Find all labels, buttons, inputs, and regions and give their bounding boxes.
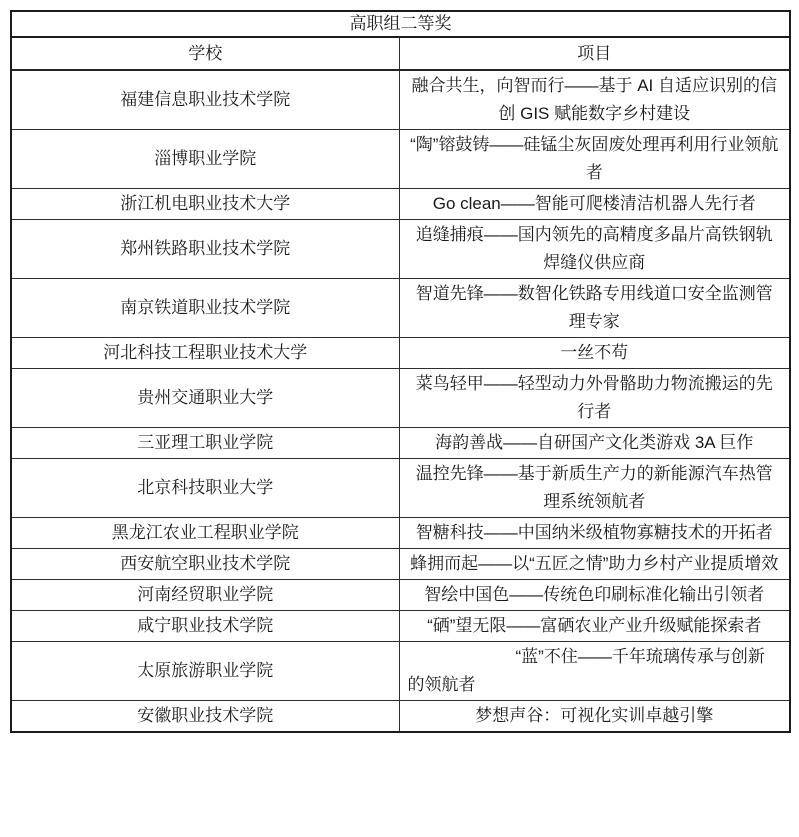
table-row [11, 369, 790, 428]
column-header-school: 学校 [11, 37, 399, 70]
table-row [11, 428, 790, 459]
school-cell: 咸宁职业技术学院 [11, 611, 399, 642]
school-cell: 福建信息职业技术学院 [11, 70, 399, 130]
project-cell: “陶”镕鼓铸——硅锰尘灰固废处理再利用行业领航者 [399, 130, 790, 189]
table-row [11, 70, 790, 130]
table-header-row [11, 37, 790, 70]
table-row [11, 338, 790, 369]
table-row [11, 459, 790, 518]
school-cell: 贵州交通职业大学 [11, 369, 399, 428]
school-cell: 太原旅游职业学院 [11, 642, 399, 701]
table-title: 高职组二等奖 [11, 11, 790, 37]
project-cell: 智糖科技——中国纳米级植物寡糖技术的开拓者 [399, 518, 790, 549]
project-cell: 融合共生，向智而行——基于 AI 自适应识别的信创 GIS 赋能数字乡村建设 [399, 70, 790, 130]
table-row [11, 580, 790, 611]
table-row [11, 642, 790, 701]
project-cell: 追缝捕痕——国内领先的高精度多晶片高铁钢轨焊缝仪供应商 [399, 220, 790, 279]
table-title-row [11, 11, 790, 37]
project-cell: 梦想声谷：可视化实训卓越引擎 [399, 701, 790, 733]
table-row [11, 220, 790, 279]
project-cell: Go clean——智能可爬楼清洁机器人先行者 [399, 189, 790, 220]
school-cell: 北京科技职业大学 [11, 459, 399, 518]
school-cell: 黑龙江农业工程职业学院 [11, 518, 399, 549]
project-cell: 智绘中国色——传统色印刷标准化输出引领者 [399, 580, 790, 611]
table-row [11, 279, 790, 338]
school-cell: 河北科技工程职业技术大学 [11, 338, 399, 369]
table-row [11, 549, 790, 580]
school-cell: 淄博职业学院 [11, 130, 399, 189]
school-cell: 郑州铁路职业技术学院 [11, 220, 399, 279]
table-row [11, 518, 790, 549]
school-cell: 三亚理工职业学院 [11, 428, 399, 459]
school-cell: 南京铁道职业技术学院 [11, 279, 399, 338]
project-cell: 温控先锋——基于新质生产力的新能源汽车热管理系统领航者 [399, 459, 790, 518]
table-row [11, 189, 790, 220]
column-header-project: 项目 [399, 37, 790, 70]
project-cell: 一丝不苟 [399, 338, 790, 369]
awards-table [10, 10, 791, 733]
table-row [11, 130, 790, 189]
school-cell: 浙江机电职业技术大学 [11, 189, 399, 220]
school-cell: 河南经贸职业学院 [11, 580, 399, 611]
project-cell: “蓝”不住——千年琉璃传承与创新的领航者 [399, 642, 790, 701]
school-cell: 西安航空职业技术学院 [11, 549, 399, 580]
project-cell: 海韵善战——自研国产文化类游戏 3A 巨作 [399, 428, 790, 459]
project-cell: 蜂拥而起——以“五匠之情”助力乡村产业提质增效 [399, 549, 790, 580]
school-cell: 安徽职业技术学院 [11, 701, 399, 733]
table-row [11, 611, 790, 642]
table-row [11, 701, 790, 733]
project-cell: “硒”望无限——富硒农业产业升级赋能探索者 [399, 611, 790, 642]
project-cell: 智道先锋——数智化铁路专用线道口安全监测管理专家 [399, 279, 790, 338]
project-cell: 菜鸟轻甲——轻型动力外骨骼助力物流搬运的先行者 [399, 369, 790, 428]
